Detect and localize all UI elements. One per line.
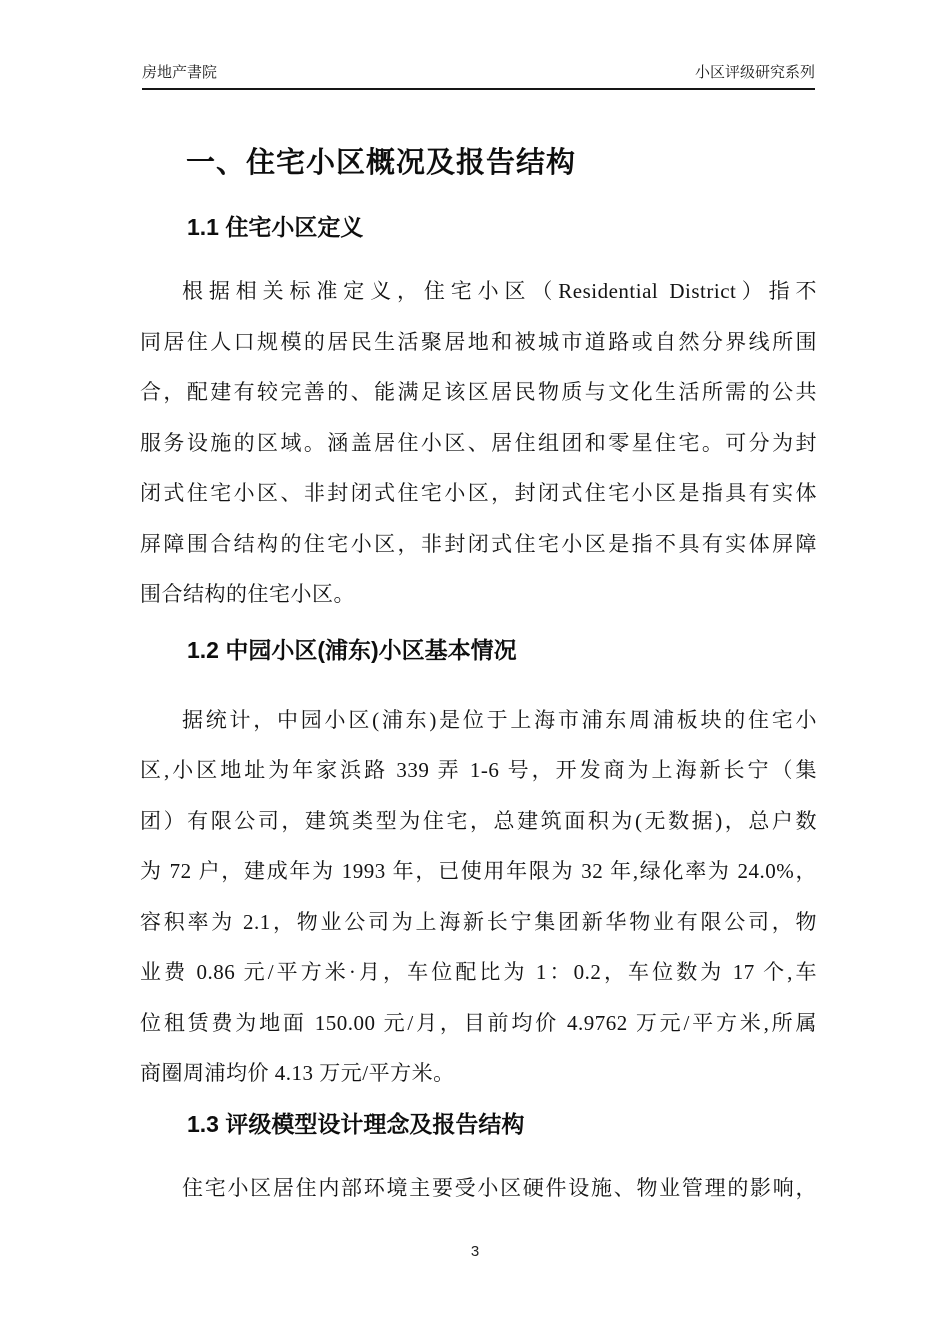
paragraph-line: 闭式住宅小区、非封闭式住宅小区，封闭式住宅小区是指具有实体 — [140, 481, 817, 505]
paragraph-line: 位租赁费为地面 150.00 元/月，目前均价 4.9762 万元/平方米,所属 — [140, 1010, 817, 1035]
paragraph-line: 商圈周浦均价 4.13 万元/平方米。 — [140, 1061, 455, 1085]
document-body — [140, 147, 817, 1213]
section-1-3-heading: 1.3 评级模型设计理念及报告结构 — [187, 1110, 525, 1137]
paragraph-line: 合，配建有较完善的、能满足该区居民物质与文化生活所需的公共 — [140, 380, 817, 404]
page-header — [142, 62, 815, 90]
header-left-text: 房地产書院 — [142, 64, 218, 81]
section-1-1-paragraph — [140, 266, 817, 620]
header-right-text: 小区评级研究系列 — [694, 64, 815, 81]
paragraph-line: 围合结构的住宅小区。 — [140, 582, 355, 606]
paragraph-line: 区,小区地址为年家浜路 339 弄 1-6 号，开发商为上海新长宁（集 — [140, 758, 817, 782]
paragraph-line: 根据相关标准定义，住宅小区（Residential District）指不 — [182, 279, 817, 303]
section-1-3-paragraph — [140, 1163, 817, 1214]
paragraph-line: 屏障围合结构的住宅小区，非封闭式住宅小区是指不具有实体屏障 — [140, 531, 817, 556]
paragraph-line: 服务设施的区域。涵盖居住小区、居住组团和零星住宅。可分为封 — [140, 430, 817, 455]
paragraph-line: 容积率为 2.1，物业公司为上海新长宁集团新华物业有限公司，物 — [140, 909, 817, 934]
section-1-1-heading: 1.1 住宅小区定义 — [187, 214, 364, 240]
section-1-2-heading: 1.2 中园小区(浦东)小区基本情况 — [187, 636, 517, 663]
paragraph-line: 业费 0.86 元/平方米·月，车位配比为 1：0.2，车位数为 17 个,车 — [140, 960, 817, 984]
paragraph-line: 团）有限公司，建筑类型为住宅，总建筑面积为(无数据)，总户数 — [140, 808, 817, 833]
paragraph-line: 为 72 户，建成年为 1993 年，已使用年限为 32 年,绿化率为 24.0%， — [140, 859, 817, 883]
main-heading: 一、住宅小区概况及报告结构 — [186, 147, 577, 179]
paragraph-line: 住宅小区居住内部环境主要受小区硬件设施、物业管理的影响， — [182, 1175, 817, 1200]
page-number: 3 — [470, 1243, 480, 1260]
paragraph-line: 据统计，中园小区(浦东)是位于上海市浦东周浦板块的住宅小 — [182, 707, 817, 732]
paragraph-line: 同居住人口规模的居民生活聚居地和被城市道路或自然分界线所围 — [140, 329, 817, 354]
section-1-2-paragraph — [140, 695, 817, 1099]
